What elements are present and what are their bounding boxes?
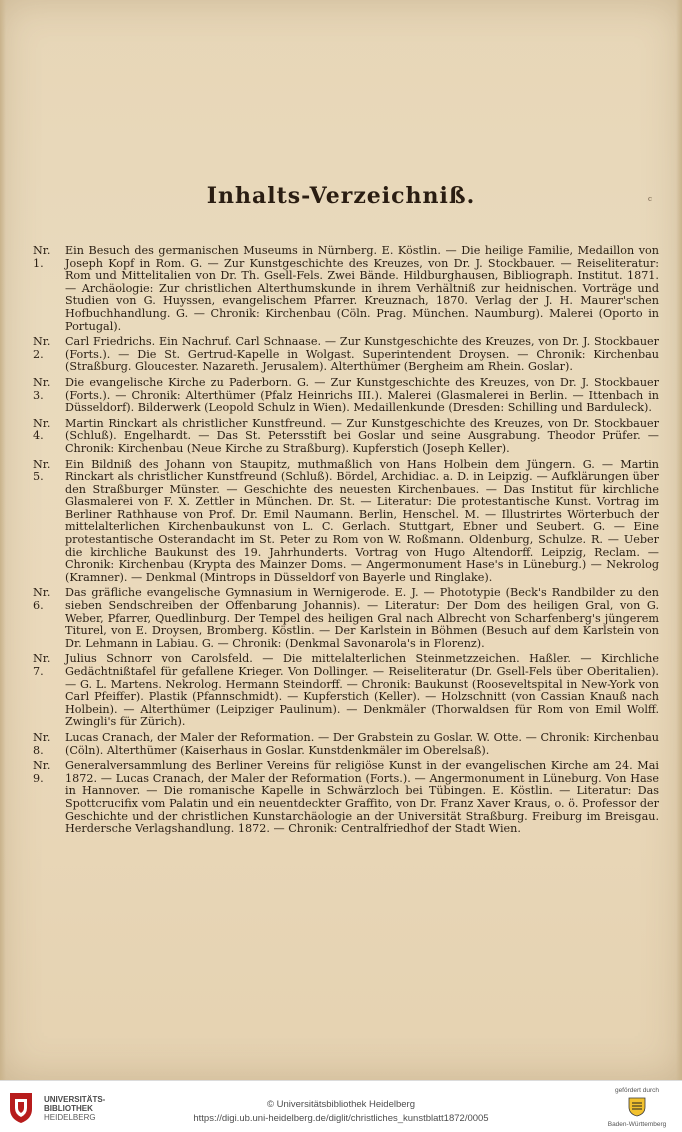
toc-entry-text: Carl Friedrichs. Ein Nachruf. Carl Schnaase. — Zur Kunstgeschichte des Kreuzes, von Dr. J. Stockbauer (Forts.). — Die St. Gertrud-Kapelle in Wolgast. Superintendent Droysen. — Chronik: Kirchenbau (Straßburg. Gloucester. Nazareth. Jerusalem). Alterthümer (Bergheim am Rhein. Goslar). xyxy=(65,335,659,374)
toc-entry-number: Nr. 4. xyxy=(33,416,51,443)
toc-entry-number: Nr. 1. xyxy=(33,245,51,270)
toc-entry-8 xyxy=(33,732,659,757)
paper-edge-right xyxy=(676,0,682,1080)
page-title: Inhalts-Verzeichniß. xyxy=(206,183,476,209)
logo-line-3: HEIDELBERG xyxy=(44,1113,96,1122)
paper-edge-left xyxy=(0,0,6,1080)
toc-entry-text: Martin Rinckart als christlicher Kunstfreund. — Zur Kunstgeschichte des Kreuzes, von Dr. Stockbauer (Schluß). Engelhardt. — Das St. Petersstift bei Goslar und seine Ausgrabung. Theodor Prüfer. — Chronik: Kirchenbau (Neue Kirche zu Straßburg). Kupferstich (Joseph Keller). xyxy=(65,416,659,455)
toc-entry-number: Nr. 8. xyxy=(33,730,51,757)
toc-entry-text: Ein Bildniß des Johann von Staupitz, muthmaßlich von Hans Holbein dem Jüngern. G. — Martin Rinckart als christlicher Kunstfreund (Schluß). Bördel, Archidiac. a. D. in Leipzig. — Aufklärungen über den Straßburger Münster. — Geschichte des neuesten Kirchenbaues. — Das Institut für kirchliche Glasmalerei von F. X. Zettler in München. Dr. St. — Literatur: Die protestantische Kunst. Vortrag im Berliner Rathhause von Prof. Dr. Emil Naumann. Berlin, Henschel. M. — Illustrirtes Wörterbuch der mittelalterlichen Kirchenbaukunst von L. C. Gerlach. Stuttgart, Ebner und Seubert. G. — Eine protestantische Osterandacht im St. Peter zu Rom von W. Roßmann. Oldenburg, Schulze. R. — Ueber die kirchliche Baukunst des 19. Jahrhunderts. Vortrag von Hugo Altendorff. Leipzig, Reclam. — Chronik: Kirchenbau (Krypta des Mainzer Doms. — Angermonument Hase's in Lüneburg.) — Nekrolog (Kramner). — Denkmal (Mintrops in Düsseldorf von Bayerle und Ringlake). xyxy=(65,457,659,584)
toc-entry-number: Nr. 2. xyxy=(33,335,51,361)
toc-entry-4 xyxy=(33,418,659,456)
funder-badge[interactable] xyxy=(602,1087,672,1128)
toc-entry-text: Das gräfliche evangelische Gymnasium in Wernigerode. E. J. — Phototypie (Beck's Randbilder zu den sieben Sendschreiben der Offenbarung Johannis). — Literatur: Der Dom des heiligen Gral, von G. Weber, Pfarrer, Quedlinburg. Der Tempel des heiligen Gral nach Albrecht von Scharfenberg's jüngerem Titurel, von E. Droysen, Bromberg. Köstlin. — Der Karlstein in Böhmen (Besuch auf dem Karlstein von Dr. Lehmann in Labiau. G. — Chronik: (Denkmal Savonarola's in Florenz). xyxy=(65,586,659,650)
toc-entry-number: Nr. 7. xyxy=(33,652,51,678)
toc-entry-number: Nr. 6. xyxy=(33,586,51,613)
toc-entry-number: Nr. 5. xyxy=(33,457,51,484)
coat-of-arms-icon xyxy=(625,1097,649,1117)
toc-entry-text: Ein Besuch des germanischen Museums in Nürnberg. E. Köstlin. — Die heilige Familie, Medaillon von Joseph Kopf in Rom. G. — Zur Kunstgeschichte des Kreuzes, von Dr. J. Stockbauer. — Reiseliteratur: Rom und Mittelitalien von Dr. Th. Gsell-Fels. Zwei Bände. Hildburghausen, Bibliograph. Institut. 1871. — Archäologie: Zur christlichen Alterthumskunde in ihrem Verhältniß zur heidnischen. Vorträge und Studien von G. Huyssen, evangelischem Pfarrer. Kreuznach, 1870. Verlag der J. H. Maurer'schen Hofbuchhandlung. G. — Chronik: Kirchenbau (Cöln. Prag. München. Naumburg). Malerei (Oporto in Portugal). xyxy=(65,245,659,333)
toc-entry-text: Generalversammlung des Berliner Vereins für religiöse Kunst in der evangelischen Kirche am 24. Mai 1872. — Lucas Cranach, der Maler der Reformation (Forts.). — Angermonument in Lüneburg. Von Hase in Hannover. — Die romanische Kapelle in Schwärzloch bei Tübingen. E. Köstlin. — Literatur: Das Spottcrucifix vom Palatin und ein neuentdeckter Graffito, von Dr. Franz Xaver Kraus, o. ö. Professor der Geschichte und der christlichen Kunstarchäologie an der Universität Straßburg. Freiburg im Breisgau. Herdersche Verlagshandlung. 1872. — Chronik: Centralfriedhof der Stadt Wien. xyxy=(65,759,659,836)
toc-entry-3 xyxy=(33,377,659,415)
toc-entry-number: Nr. 9. xyxy=(33,759,51,785)
toc-entry-text: Die evangelische Kirche zu Paderborn. G. — Zur Kunstgeschichte des Kreuzes, von Dr. J. Stockbauer (Forts.). — Chronik: Alterthümer (Pfalz Heinrichs III.). Malerei (Glasmalerei in Berlin. — Ittenbach in Düsseldorf). Bilderwerk (Leopold Schulz in Wien). Medaillenkunde (Dresden: Schilling und Barduleck). xyxy=(65,375,659,415)
toc-entry-text: Lucas Cranach, der Maler der Reformation. — Der Grabstein zu Goslar. W. Otte. — Chronik: Kirchenbau (Cöln). Alterthümer (Kaiserhaus in Goslar. Kunstdenkmäler im Oberelsaß). xyxy=(65,730,659,757)
toc-entry-9 xyxy=(33,760,659,836)
library-footer xyxy=(0,1080,682,1132)
logo-line-1: UNIVERSITÄTS- xyxy=(44,1095,106,1104)
corner-mark: c xyxy=(648,195,652,203)
toc-entry-7 xyxy=(33,653,659,729)
funder-name: Baden-Württemberg xyxy=(607,1121,667,1128)
toc-entry-number: Nr. 3. xyxy=(33,375,51,402)
permalink-url[interactable]: https://digi.ub.uni-heidelberg.de/diglit/christliches_kunstblatt1872/0005 xyxy=(193,1113,489,1124)
toc-entry-5 xyxy=(33,459,659,585)
toc-entry-2 xyxy=(33,336,659,374)
funder-label: gefördert durch xyxy=(614,1087,660,1094)
toc-entry-1 xyxy=(33,245,659,333)
table-of-contents xyxy=(33,245,659,1067)
toc-entry-6 xyxy=(33,587,659,650)
toc-entry-text: Julius Schnorr von Carolsfeld. — Die mittelalterlichen Steinmetzzeichen. Haßler. — Kirchliche Gedächtnißtafel für gefallene Krieger. Von Dollinger. — Reiseliteratur (Dr. Gsell-Fels über Oberitalien). — G. L. Martens. Nekrolog. Hermann Steindorff. — Chronik: Baukunst (Rooseveltspital in New-York von Carl Pfeiffer). Plastik (Pfannschmidt). — Kupferstich (Keller). — Holzschnitt (von Cassian Knauß nach Holbein). — Alterthümer (Leipziger Paulinum). — Denkmäler (Thorwaldsen für Rom von Emil Wolff. Zwingli's für Zürich). xyxy=(65,652,659,729)
logo-line-2: BIBLIOTHEK xyxy=(44,1104,93,1113)
copyright-notice: © Universitätsbibliothek Heidelberg xyxy=(267,1099,415,1110)
